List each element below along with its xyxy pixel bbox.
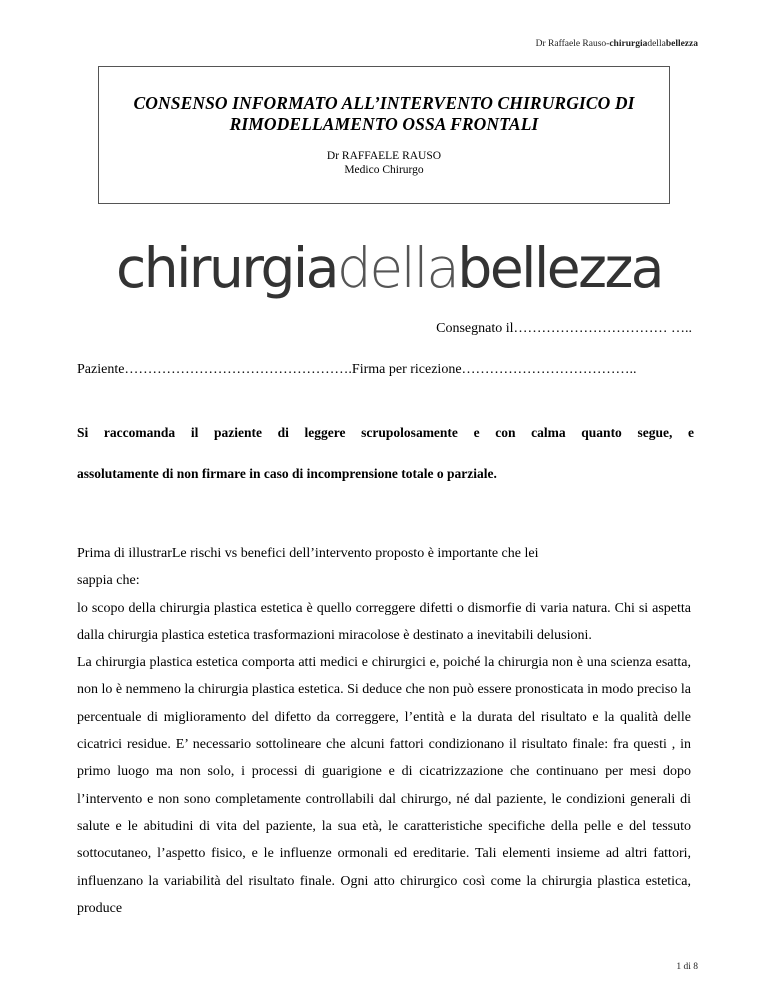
paragraph-intro-2: sappia che: — [77, 573, 140, 589]
doctor-role: Medico Chirurgo — [344, 164, 424, 176]
paragraph-intro-1: Prima di illustrarLe rischi vs benefici dell’intervento proposto è importante che lei — [77, 546, 539, 561]
body-text — [77, 540, 691, 922]
title-line-2: RIMODELLAMENTO OSSA FRONTALI — [229, 114, 539, 134]
header-author: Dr Raffaele Rauso- — [535, 39, 610, 49]
paragraph-scope: lo scopo della chirurgia plastica estetica è quello correggere difetti o dismorfie di varia natura. Chi si aspetta dalla chirurgia plastica estetica trasformazioni miracolose è destinato a inevitabili delusioni. — [77, 600, 691, 643]
paziente-signature-field: Paziente………………………………………….Firma per ricezione……………………………….. — [77, 362, 637, 377]
consegnato-field: Consegnato il…………………………… ….. — [436, 321, 692, 336]
title-line-1: CONSENSO INFORMATO ALL’INTERVENTO CHIRURGICO DI — [133, 93, 635, 113]
brand-logo — [116, 236, 663, 300]
warning-line-1: Si raccomanda il paziente di leggere scrupolosamente e con calma quanto segue, e — [77, 425, 694, 440]
header-brand-bold-end: bellezza — [665, 39, 698, 49]
warning-line-2: assolutamente di non firmare in caso di incomprensione totale o parziale. — [77, 466, 497, 481]
header-brand-bold: chirurgia — [609, 39, 648, 49]
logo-part-3: bellezza — [457, 236, 663, 300]
header-brand-regular: della — [647, 39, 666, 49]
logo-part-1: chirurgia — [116, 236, 337, 300]
doctor-name: Dr RAFFAELE RAUSO — [326, 150, 442, 162]
document-title — [99, 93, 669, 135]
running-header — [536, 39, 698, 49]
page-number: 1 di 8 — [676, 962, 698, 972]
paragraph-surgery: La chirurgia plastica estetica comporta atti medici e chirurgici e, poiché la chirurgia non è una scienza esatta, non lo è nemmeno la chirurgia plastica estetica. Si deduce che non può essere pronosticata in modo preciso la percentuale di miglioramento del difetto da correggere, l’entità e la durata del risultato e la qualità delle cicatrici residue. E’ necessario sottolineare che alcuni fattori condizionano il risultato finale: fra questi , in primo luogo ma non solo, i processi di guarigione e di cicatrizzazione che continuano per mesi dopo l’intervento e non sono completamente controllabili dal chirurgo, né dal paziente, le condizioni generali di salute e le abitudini di vita del paziente, la sua età, le caratteristiche specifiche della pelle e del tessuto sottocutaneo, l’aspetto fisico, e le influenze ormonali ed ereditarie. Tali elementi insieme ad altri fattori, influenzano la variabilità del risultato finale. Ogni atto chirurgico così come la chirurgia plastica estetica, produce — [77, 655, 691, 916]
title-box — [98, 66, 670, 204]
logo-part-2: della — [336, 236, 458, 300]
